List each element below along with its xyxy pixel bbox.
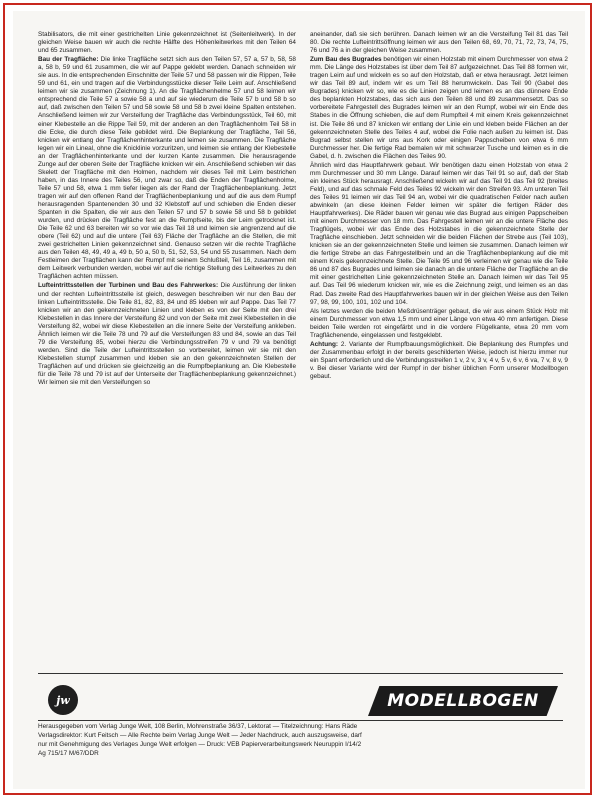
- paragraph-text: aneinander, daß sie sich berühren. Danach leimen wir an die Versteifung Teil 81 das Teil 80. Die rechte Lufteintrittsöffnung leimen wir aus den Teilen 68, 69, 70, 71, 72, 73, 74, 75, 76 und 76 a in der gleichen Weise zusammen.: [310, 31, 568, 55]
- imprint-line: nur mit Genehmigung des Verlages Junge Welt erfolgen — Druck: VEB Papierverarbeitungswerk Neuruppin I/14/2: [38, 741, 362, 748]
- modellbogen-logo: [368, 686, 558, 716]
- document-page: [13, 11, 585, 789]
- paragraph: [310, 341, 568, 381]
- imprint-line: Herausgegeben vom Verlag Junge Welt, 108 Berlin, Mohrenstraße 36/37, Lektorat — Titelzeichnung: Hans Räde: [38, 723, 358, 730]
- imprint-footer: [38, 661, 563, 771]
- paragraph-text: Die Ausführung der linken und der rechten Lufteintrittsstelle ist gleich, deswegen beschreiben wir nur den Bau der linken Lufteintrittsstelle. Die Teile 81, 82, 83, 84 und 85 kleben wir auf Pappe. Das Teil 77 knicken wir an den gekennzeichneten Linien und kleben es von der Seite mit den drei Klebestellen in das Innere der Versteifung 82 und von der Seite mit zwei Klebestellen in die Versteifung 82, wobei wir diese Klebestellen an die innere Seite der Versteifung ankleben. Ähnlich leimen wir die Teile 78 und 79 auf die Versteifungen 83 und 84, sowie an das Teil 79 die Versteifung 85, wobei hierzu die Verbindungsstreifen 79 v und 79 va benötigt werden. Sind die Teile der Lufteintrittsstellen so vorbereitet, leimen wir sie mit den Klebestellen stumpf zusammen und kleben sie an den gekennzeichneten Stellen der Tragflächen auf und drücken sie gleichzeitig an die Rumpfbeplankung an. Die Klebestelle für die Teile 78 und 79 ist auf der Unterseite der Tragflächenbeplankung gekennzeichnet.) Wir leimen sie mit den Versteifungen so: [38, 282, 296, 387]
- logo-letters: jw: [56, 693, 70, 707]
- junge-welt-logo: [48, 685, 78, 715]
- paragraph: [38, 282, 296, 387]
- paragraph: [310, 162, 568, 307]
- red-border-frame: [3, 3, 592, 795]
- paragraph: [38, 31, 296, 55]
- imprint-code: Ag 715/17 M/67/DDR: [38, 750, 99, 757]
- section-heading: Achtung:: [310, 340, 339, 348]
- paragraph-text: Stabilisators, die mit einer gestrichelten Linie gekennzeichnet ist (Seitenleitwerk). In der gleichen Weise bauen wir auch die rechte Hälfte des Höhenleitwerkes mit den Teilen 64 und 65 zusammen.: [38, 31, 296, 55]
- imprint-line: Verlagsdirektor: Kurt Feitsch — Alle Rechte beim Verlag Junge Welt — Jeder Nachdruck, auch auszugsweise, darf: [38, 732, 362, 739]
- footer-divider: [38, 673, 563, 674]
- brand-wordmark: MODELLBOGEN: [387, 691, 539, 711]
- paragraph: [38, 56, 296, 281]
- text-columns: [38, 31, 568, 645]
- imprint-text: [38, 722, 563, 758]
- paragraph: [310, 308, 568, 340]
- section-heading: Bau der Tragfläche:: [38, 56, 99, 64]
- paragraph-text: Als letztes werden die beiden Meßdrüsenträger gebaut, die wir aus einem Stück Holz mit einem Durchmesser von etwa 1,5 mm und einer Länge von etwa 40 mm anfertigen. Diese beiden Teile werden rot eingefärbt und in die vordere Flügelkante, etwa 20 mm vom Tragflächenende, eingelassen und festgeklebt.: [310, 307, 568, 339]
- section-heading: Lufteintrittsstellen der Turbinen und Bau des Fahrwerkes:: [38, 282, 219, 290]
- footer-divider: [38, 720, 563, 721]
- paragraph-text: Ähnlich wird das Hauptfahrwerk gebaut. Wir benötigen dazu einen Holzstab von etwa 2 mm Durchmesser und 30 mm Länge. Darauf leimen wir das Teil 91 so auf, daß der Stab ein kleines Stück herausragt. Anschließend wickeln wir auf das Teil 91 das Teil 92 (breites Feld), und auf das schmale Feld des Teiles 92 wickeln wir den Streifen 93. Am unteren Teil des Teiles 91 leimen wir das Teil 94 an, wobei wir die quadratischen Felder nach außen abwinkeln (an diese kleinen Felder leimen wir später die fertigen Räder des Hauptfahrwerkes). Die Räder bauen wir genau wie das Bugrad aus einigen Pappscheiben mit einem Durchmesser von 18 mm. Das Fahrgestell leimen wir an die untere Fläche des Tragflügels, wobei wir das Ende des Holzstabes in die gekennzeichnete Stelle der Tragfläche einschieben. Jetzt schneiden wir die beiden Flächen der Strebe aus (Teil 103), knicken sie an der gekennzeichneten Stelle und leimen sie zusammen. Danach leimen wir die fertige Strebe an das Fahrgestellbein und an die Tragflächenbeplankung auf die mit einem Kreis gekennzeichnete Stelle. Die Teile 95 und 96 verleimen wir genau wie die Teile 86 und 87 des Bugrades und leimen sie danach an die untere Fläche der Tragfläche an die mit einer gestrichelten Linie gekennzeichneten Stelle an. Danach leimen wir das Teil 95 auf. Das Teil 96 wiederum knicken wir, wie es die Zeichnung zeigt, und leimen es an das Rad. Das zweite Rad des Hauptfahrwerkes bauen wir in der gleichen Weise aus den Teilen 97, 98, 99, 100, 101, 102 und 104.: [310, 161, 568, 306]
- left-column: [38, 31, 296, 645]
- paragraph: [310, 56, 568, 161]
- right-column: [310, 31, 568, 645]
- paragraph-text: Die linke Tragfläche setzt sich aus den Teilen 57, 57 a, 57 b, 58, 58 a, 58 b, 59 und 61 zusammen, die wir auf Pappe geklebt werden. Danach schneiden wir sie aus. In die entsprechenden Einschnitte der Teile 57 und 58 passen wir die Rippen, Teile 59 und 61, ein und tragen auf die Verbindungsstücke dieser Teile Leim auf. Anschließend leimen wir sie zusammen (Zeichnung 1). An die Tragflächenhelme 57 und 58 leimen wir entsprechend die Teile 57 a sowie 58 a und auf sie wiederum die Teile 57 b und 58 b so auf, daß zwischen den Teilen 57 und 58 sowie 58 und 58 b zwei kleine Spalten entstehen. Anschließend leimen wir zur Versteifung der Tragfläche das Verbindungsstück, Teil 60, mit einer Klebestelle an die Rippe Teil 59, mit der anderen an den Tragflächenholm Teil 58 in die Ecke, die durch diese Teile gebildet wird. Die Beplankung der Tragfläche, Teil 56, knicken wir entlang der Tragflächenhinterkante und leimen sie zusammen. Die Tragfläche legen wir ein Lineal, ohne die Knicklinie vorzuritzen, und leimen sie entlang der Klebestelle an der Tragflächenhinterkante und der kurzen Kante zusammen. Die herausragende Zunge auf der oberen Seite der Tragfläche knicken wir ein. Anschließend schieben wir das Skelett der Tragfläche mit den Holmen, nachdem wir dieses Teil mit Leim bestrichen haben, in das Innere des Teiles 56, und zwar so, daß die Enden der Tragflächenholme, Teile 57 und 58, etwa 1 mm tiefer liegen als der Rand der Tragflächenbeplankung. Jetzt tragen wir auf den offenen Rand der Tragflächenbeplankung und auf die aus dem Rumpf herausragenden Spantenenden 30 und 32 Klebstoff auf und schieben die Enden dieser Spanten in die Spalten, die wir aus den Teilen 57 und 57 b sowie 58 und 58 b gebildet wurden, und drücken die Tragfläche fest an die Rumpfseite, bis der Leim getrocknet ist. Die Teile 62 und 63 bereiten wir so vor wie das Teil 18 und leimen sie angrenzend auf die obere (Teil 62) und auf die untere (Teil 63) Fläche der Tragfläche an die Stellen, die mit zwei gestrichelten Linien gekennzeichnet sind. Genauso setzen wir die rechte Tragfläche aus den Teilen 48, 49, 49 a, 49 b, 50 a, 50 b, 51, 52, 53, 54 und 55 zusammen. Nach dem Festleimen der Tragflächen kann der Rumpf mit seinem Schlußteil, Teil 16, zusammen mit dem Leitwerk verbunden werden, wobei wir auf die richtige Stellung des Leitwerkes zu den Tragflächen achten müssen.: [38, 56, 296, 281]
- paragraph-text: benötigen wir einen Holzstab mit einem Durchmesser von etwa 2 mm. Die Länge des Holzstabes ist über dem Teil 87 aufgezeichnet. Das Teil 88 formen wir, tragen Leim auf und wickeln es so auf den Holzstab, daß er etwa herausragt. Jetzt leimen wir das Teil 89 auf, indem wir es um Teil 88 herumwickeln. Das Teil 90 (Gabel des Bugrades) knicken wir so, wie es die Linien zeigen und leimen es an das dünnere Ende des beplankten Holzstabes, das sich aus den Teilen 88 und 89 zusammensetzt. Das so vorbereitete Fahrgestell des Bugrades leimen wir an den Rumpf, wobei wir ein Ende des Stabes in die Öffnung schieben, die auf dem Rumpfteil 4 mit einem Kreis gekennzeichnet ist. Die Teile 86 und 87 knicken wir entlang der Linie ein und kleben beide Flächen an der gekennzeichneten Stelle des Teiles 4 auf, wobei die Folie nach außen zu leimen ist. Das Bugrad selbst stellen wir uns aus Kork oder einigen Pappscheiben von etwa 6 mm Durchmesser her. Die fertige Rad bemalen wir mit schwarzer Tusche und leimen es in die Gabel, d. h. zwischen die Flächen des Teiles 90.: [310, 56, 568, 160]
- paragraph-text: 2. Variante der Rumpfbauungsmöglichkeit. Die Beplankung des Rumpfes und der Zusammenbau erfolgt in der bereits geschilderten Weise, jedoch ist hierzu immer nur ein Spant erforderlich und die Verbindungsstreifen 1 v, 2 v, 3 v, 4 v, 5 v, 6 v, 6 va, 7 v, 8 v, 9 v. Bei dieser Variante wird der Rumpf in der bisher üblichen Form unserer Modellbogen gebaut.: [310, 340, 568, 380]
- paragraph: [310, 31, 568, 55]
- section-heading: Zum Bau des Bugrades: [310, 56, 382, 64]
